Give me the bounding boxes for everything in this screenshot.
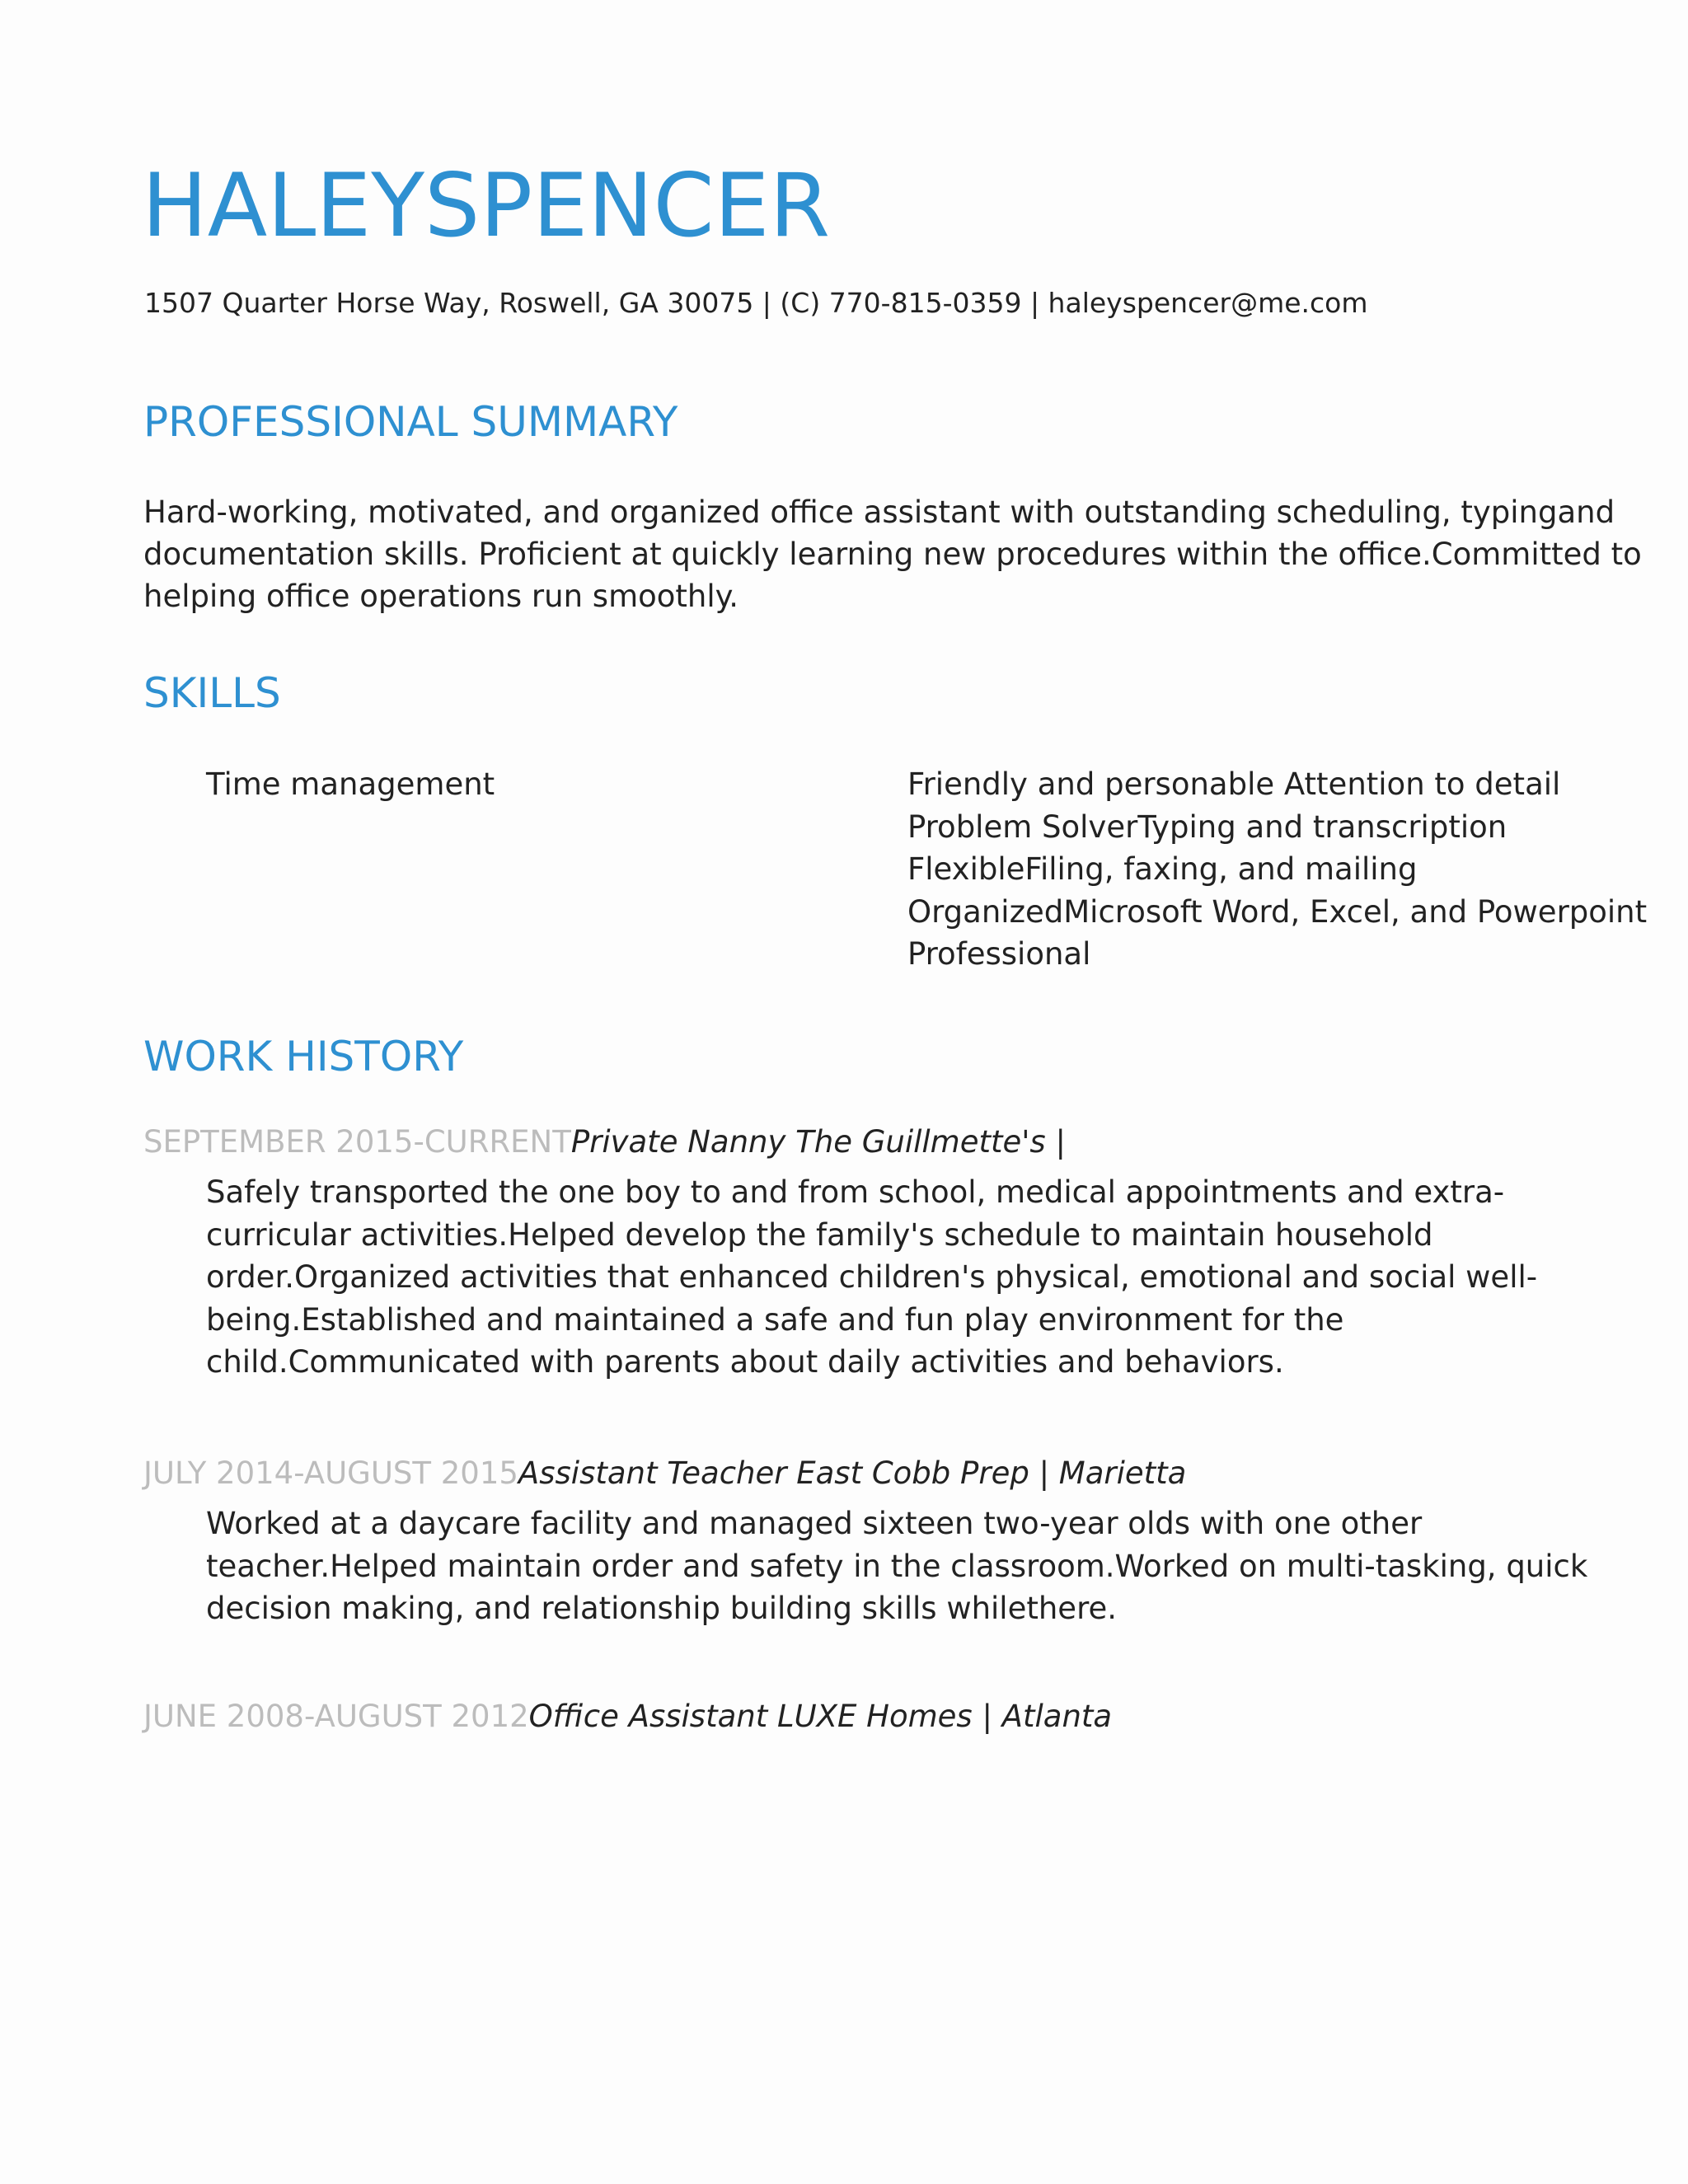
skills-heading: SKILLS <box>143 669 281 717</box>
skill-item: Problem SolverTyping and transcription <box>907 808 1507 845</box>
job-dates: SEPTEMBER 2015-CURRENT <box>143 1124 571 1160</box>
job-description: Safely transported the one boy to and from school, medical appointments and extra-curricular activities.Helped develop the family's schedule to maintain household order.Organized activities that enhanced children's physical, emotional and social well-being.Established and maintained a safe and fun play environment for the child.Communicated with parents about daily activities and behaviors. <box>206 1174 1538 1380</box>
job-dates: JUNE 2008-AUGUST 2012 <box>143 1699 529 1734</box>
job-header <box>143 1121 1066 1163</box>
job-title: Private Nanny The Guillmette's | <box>570 1124 1066 1160</box>
job-dates: JULY 2014-AUGUST 2015 <box>143 1455 518 1491</box>
work-history-heading: WORK HISTORY <box>143 1033 464 1080</box>
skill-item: Time management <box>206 766 495 802</box>
job-title: Office Assistant LUXE Homes | Atlanta <box>528 1699 1113 1734</box>
job-header <box>143 1695 1112 1737</box>
skills-list-right <box>907 763 1647 976</box>
skill-item: Professional <box>907 936 1091 972</box>
job-header <box>143 1452 1186 1494</box>
skill-item: OrganizedMicrosoft Word, Excel, and Powerpoint <box>907 893 1648 930</box>
job-description: Worked at a daycare facility and managed sixteen two-year olds with one other teacher.Helped maintain order and safety in the classroom.Worked on multi-tasking, quick decision making, and relationship building skills whilethere. <box>206 1506 1588 1626</box>
candidate-name: HALEYSPENCER <box>142 155 831 256</box>
job-title: Assistant Teacher East Cobb Prep | Marietta <box>518 1455 1187 1491</box>
skills-list-left <box>206 763 495 805</box>
skill-item: Friendly and personable Attention to detail <box>907 766 1561 802</box>
skill-item: FlexibleFiling, faxing, and mailing <box>907 851 1418 887</box>
summary-text: Hard-working, motivated, and organized office assistant with outstanding scheduling, typingand documentation skills. Proficient at quickly learning new procedures within the office.Committed to helping office operations run smoothly. <box>143 494 1642 614</box>
contact-line: 1507 Quarter Horse Way, Roswell, GA 30075 | (C) 770-815-0359 | haleyspencer@me.com <box>144 287 1368 319</box>
summary-heading: PROFESSIONAL SUMMARY <box>143 398 678 446</box>
